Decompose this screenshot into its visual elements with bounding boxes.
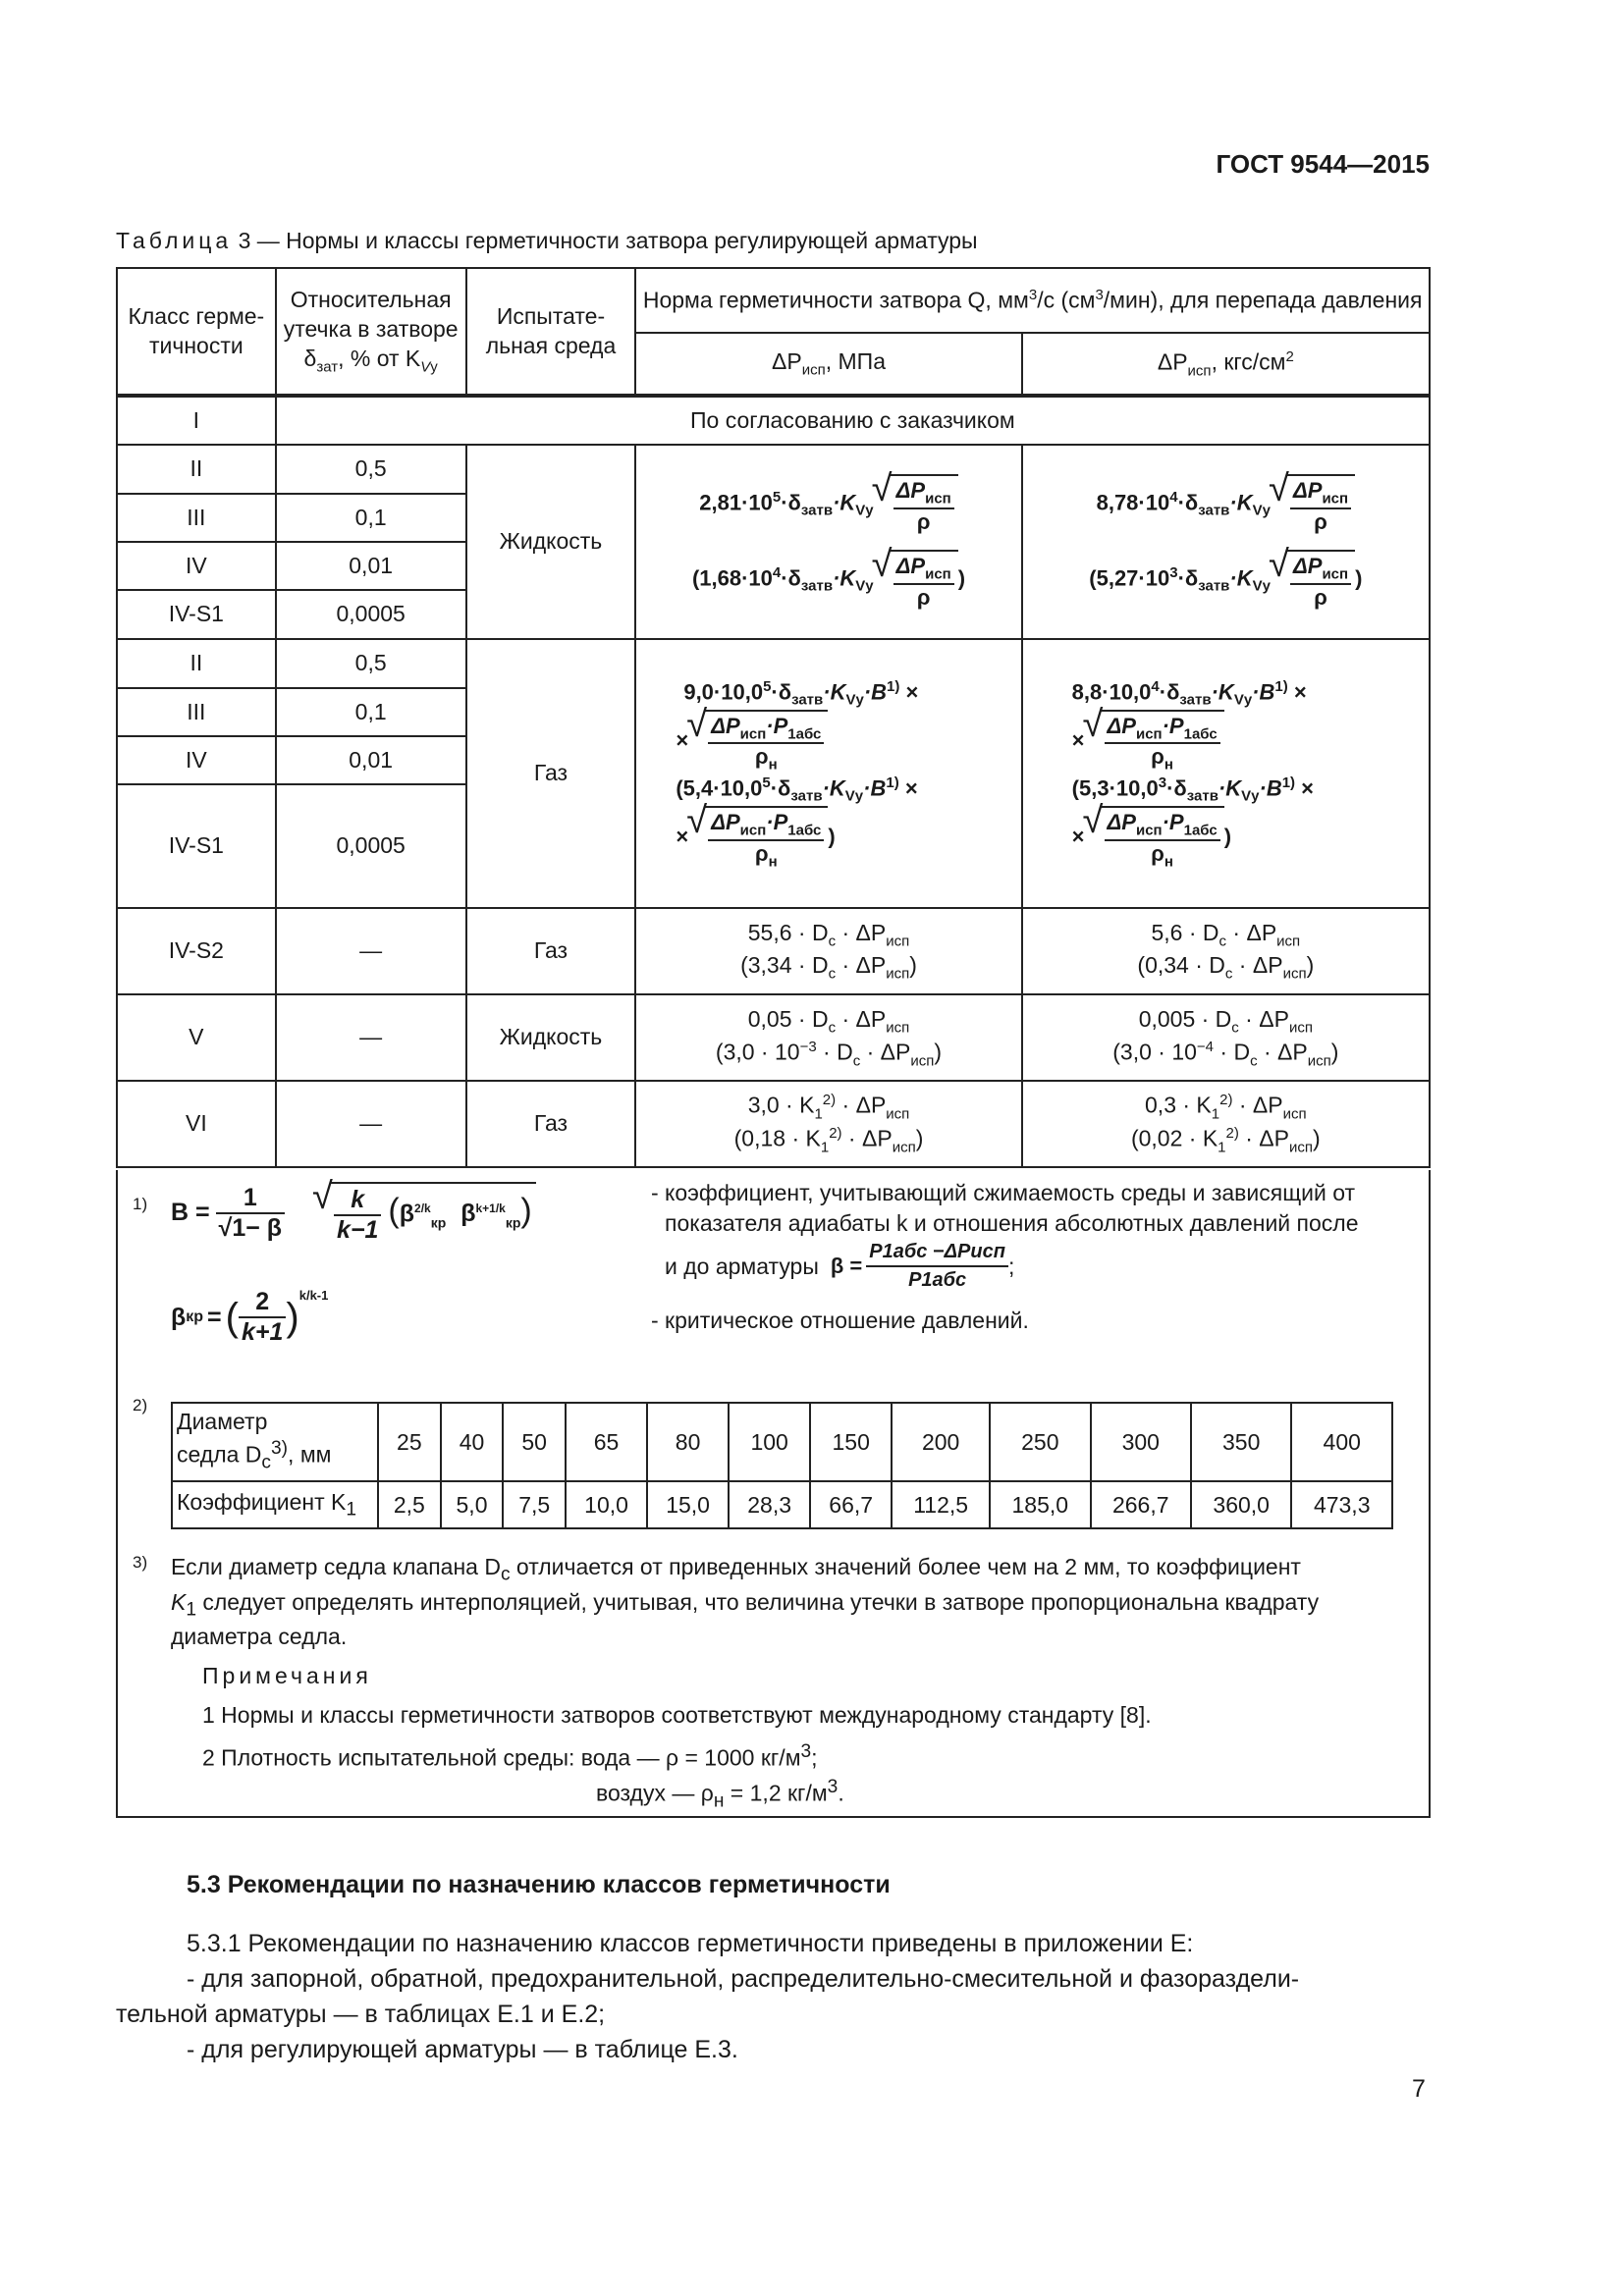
coefficient-cell: 185,0	[990, 1481, 1090, 1528]
medium-cell: Газ	[466, 1081, 636, 1167]
coefficient-cell: 28,3	[729, 1481, 810, 1528]
leak-cell: 0,1	[276, 494, 466, 542]
coefficient-cell: 15,0	[647, 1481, 729, 1528]
leak-cell: 0,0005	[276, 590, 466, 639]
coefficient-cell: 5,0	[441, 1481, 504, 1528]
vi-mpa: $3,0 \cdot K_1^{2)} \cdot \Delta P_{исп}$ $(0,18 \cdot K_1^{2)} \cdot \Delta P_{исп})$	[635, 1081, 1021, 1167]
header-dp-kgf: $\Delta P_{исп}$, кгс/$см^2$	[1022, 333, 1430, 396]
coefficient-cell: 2,5	[378, 1481, 441, 1528]
class-cell: III	[117, 688, 276, 736]
header-leak: Относительная утечка в затворе $\delta_{зат}$, % от $K_{Vу}$	[276, 268, 466, 396]
caption-text: 3 — Нормы и классы герметичности затвора регулирующей арматуры	[232, 228, 978, 253]
class-cell: IV	[117, 542, 276, 590]
k1-header-diameter: Диаметр седла $D_c^{3)}$, мм	[172, 1403, 378, 1481]
class-cell: II	[117, 445, 276, 494]
class-cell: I	[117, 396, 276, 445]
page-number: 7	[1412, 2075, 1426, 2103]
table-caption	[116, 228, 978, 254]
leak-cell: —	[276, 994, 466, 1081]
diameter-cell: 40	[441, 1403, 504, 1481]
diameter-cell: 150	[810, 1403, 892, 1481]
coefficient-cell: 360,0	[1191, 1481, 1291, 1528]
coefficient-cell: 266,7	[1091, 1481, 1191, 1528]
footnotes-box	[116, 1170, 1431, 1818]
note-1: 1 Нормы и классы герметичности затворов соответствуют международному стандарту [8].	[202, 1702, 1152, 1728]
list-item-1a: - для запорной, обратной, предохранительной, распределительно-смесительной и фазораздели-	[187, 1965, 1300, 1993]
leak-cell: 0,0005	[276, 784, 466, 908]
header-norm: Норма герметичности затвора Q, $мм^3/с$ $(см^3/мин)$, для перепада давления	[635, 268, 1430, 333]
iv-s2-mpa: $55,6 \cdot D_c \cdot \Delta P_{исп}$ $(3,34 \cdot D_c \cdot \Delta P_{исп})$	[635, 908, 1021, 994]
k1-header-coefficient: Коэффициент $K_1$	[172, 1481, 378, 1528]
diameter-cell: 25	[378, 1403, 441, 1481]
medium-cell: Газ	[466, 639, 636, 908]
coefficient-cell: 10,0	[566, 1481, 647, 1528]
leak-cell: 0,5	[276, 639, 466, 688]
beta-kr-formula: β кр = ( $\frac{2}{k+1}$ ) $^{k/k-1}$	[171, 1288, 329, 1346]
note-3: воздух — $\rho_н = 1,2$ $кг/м^3$.	[596, 1777, 844, 1812]
iv-s2-kgf: $5,6 \cdot D_c \cdot \Delta P_{исп}$ $(0,34 \cdot D_c \cdot \Delta P_{исп})$	[1022, 908, 1430, 994]
header-medium: Испытате-льная среда	[466, 268, 636, 396]
agreement-cell: По согласованию с заказчиком	[276, 396, 1430, 445]
diameter-cell: 100	[729, 1403, 810, 1481]
coefficient-cell: 66,7	[810, 1481, 892, 1528]
footnote-1-text: - коэффициент, учитывающий сжимаемость среды и зависящий от показателя адиабаты k и отношения абсолютных давлений после и до арматуры β = $\frac{\text{P1абс −ΔPисп}}{\text{P1абс}}$ ; - критическое отношение давлений.	[651, 1180, 1359, 1334]
class-cell: III	[117, 494, 276, 542]
diameter-cell: 350	[1191, 1403, 1291, 1481]
gas-formula-mpa: $9,0\cdot 10,0^5\cdot\delta_{затв}\cdot K_{Vу}\cdot B^{1)}$ × × √ $\frac{\Delta P_{исп}\cdot P_{1абс}}{\rho_н}$ ($5,4\cdot 10,0^5\cdot\delta_{затв}\cdot K_{Vу}\cdot B^{1)}$ × × √ $\frac{\Delta P_{исп}\cdot P_{1абс}}{\rho_н}$ )	[635, 639, 1021, 908]
class-cell: IV-S2	[117, 908, 276, 994]
footnote-2-marker: 2)	[133, 1396, 148, 1415]
medium-cell: Жидкость	[466, 994, 636, 1081]
caption-label: Таблица	[116, 228, 233, 253]
class-cell: V	[117, 994, 276, 1081]
diameter-cell: 400	[1291, 1403, 1392, 1481]
notes-title: Примечания	[202, 1663, 372, 1688]
leak-cell: —	[276, 1081, 466, 1167]
header-class: Класс герме-тичности	[117, 268, 276, 396]
note-2: 2 Плотность испытательной среды: вода — ρ = 1000 $кг/м^3$;	[202, 1741, 818, 1771]
diameter-cell: 50	[503, 1403, 566, 1481]
liquid-formula-mpa: $2,81\cdot 10^5\cdot\delta_{затв}\cdot K_{Vу}$ √ $\frac{\Delta P_{исп}}{\rho}$ ($1,68\cdot 10^4\cdot\delta_{затв}\cdot K_{Vу}$ √ $\frac{\Delta P_{исп}}{\rho}$ )	[635, 445, 1021, 639]
liquid-formula-kgf: $8,78\cdot 10^4\cdot\delta_{затв}\cdot K_{Vу}$ √ $\frac{\Delta P_{исп}}{\rho}$ ($5,27\cdot 10^3\cdot\delta_{затв}\cdot K_{Vу}$ √ $\frac{\Delta P_{исп}}{\rho}$ )	[1022, 445, 1430, 639]
paragraph-5-3-1: 5.3.1 Рекомендации по назначению классов герметичности приведены в приложении Е:	[187, 1930, 1194, 1957]
v-mpa: $0,05 \cdot D_c \cdot \Delta P_{исп}$ $(3,0 \cdot 10^{-3} \cdot D_c \cdot \Delta P_{исп})$	[635, 994, 1021, 1081]
diameter-cell: 250	[990, 1403, 1090, 1481]
coefficient-cell: 112,5	[892, 1481, 990, 1528]
footnote-1-marker: 1)	[133, 1195, 148, 1213]
class-cell: IV	[117, 736, 276, 784]
leak-cell: —	[276, 908, 466, 994]
diameter-cell: 65	[566, 1403, 647, 1481]
medium-cell: Жидкость	[466, 445, 636, 639]
class-cell: IV-S1	[117, 590, 276, 639]
class-cell: VI	[117, 1081, 276, 1167]
diameter-cell: 200	[892, 1403, 990, 1481]
list-item-2: - для регулирующей арматуры — в таблице Е.3.	[187, 2036, 738, 2063]
leak-cell: 0,01	[276, 736, 466, 784]
leak-cell: 0,5	[276, 445, 466, 494]
gas-formula-kgf: $8,8\cdot 10,0^4\cdot\delta_{затв}\cdot K_{Vу}\cdot B^{1)}$ × × √ $\frac{\Delta P_{исп}\cdot P_{1абс}}{\rho_н}$ ($5,3\cdot 10,0^3\cdot\delta_{затв}\cdot K_{Vу}\cdot B^{1)}$ × × √ $\frac{\Delta P_{исп}\cdot P_{1абс}}{\rho_н}$ )	[1022, 639, 1430, 908]
diameter-cell: 300	[1091, 1403, 1191, 1481]
medium-cell: Газ	[466, 908, 636, 994]
leak-cell: 0,01	[276, 542, 466, 590]
b-formula: B = $\frac{1}{√1- \beta}$ √ $\frac{k}{k-1}$ ($\beta^{2/k}_{кр}$ $\beta^{k+1/k}_{кр}$)	[171, 1182, 536, 1245]
coefficient-cell: 473,3	[1291, 1481, 1392, 1528]
diameter-cell: 80	[647, 1403, 729, 1481]
list-item-1b: тельной арматуры — в таблицах Е.1 и Е.2;	[116, 2001, 606, 2028]
footnote-3-text: Если диаметр седла клапана $D_c$ отличается от приведенных значений более чем на 2 мм, то коэффициент $K_1$ следует определять интерполяцией, учитывая, что величина утечки в затворе пропорциональна квадрату диаметра седла.	[171, 1554, 1320, 1650]
document-id: ГОСТ 9544—2015	[1216, 149, 1430, 179]
header-dp-mpa: $\Delta P_{исп}$, МПа	[635, 333, 1021, 396]
v-kgf: $0,005 \cdot D_c \cdot \Delta P_{исп}$ $(3,0 \cdot 10^{-4} \cdot D_c \cdot \Delta P_{исп})$	[1022, 994, 1430, 1081]
k1-coefficient-table	[171, 1402, 1393, 1529]
vi-kgf: $0,3 \cdot K_1^{2)} \cdot \Delta P_{исп}$ $(0,02 \cdot K_1^{2)} \cdot \Delta P_{исп})$	[1022, 1081, 1430, 1167]
footnote-3-marker: 3)	[133, 1553, 148, 1572]
class-cell: II	[117, 639, 276, 688]
leak-cell: 0,1	[276, 688, 466, 736]
class-cell: IV-S1	[117, 784, 276, 908]
leakage-table	[116, 267, 1431, 1168]
section-title: 5.3 Рекомендации по назначению классов герметичности	[187, 1871, 891, 1898]
coefficient-cell: 7,5	[503, 1481, 566, 1528]
